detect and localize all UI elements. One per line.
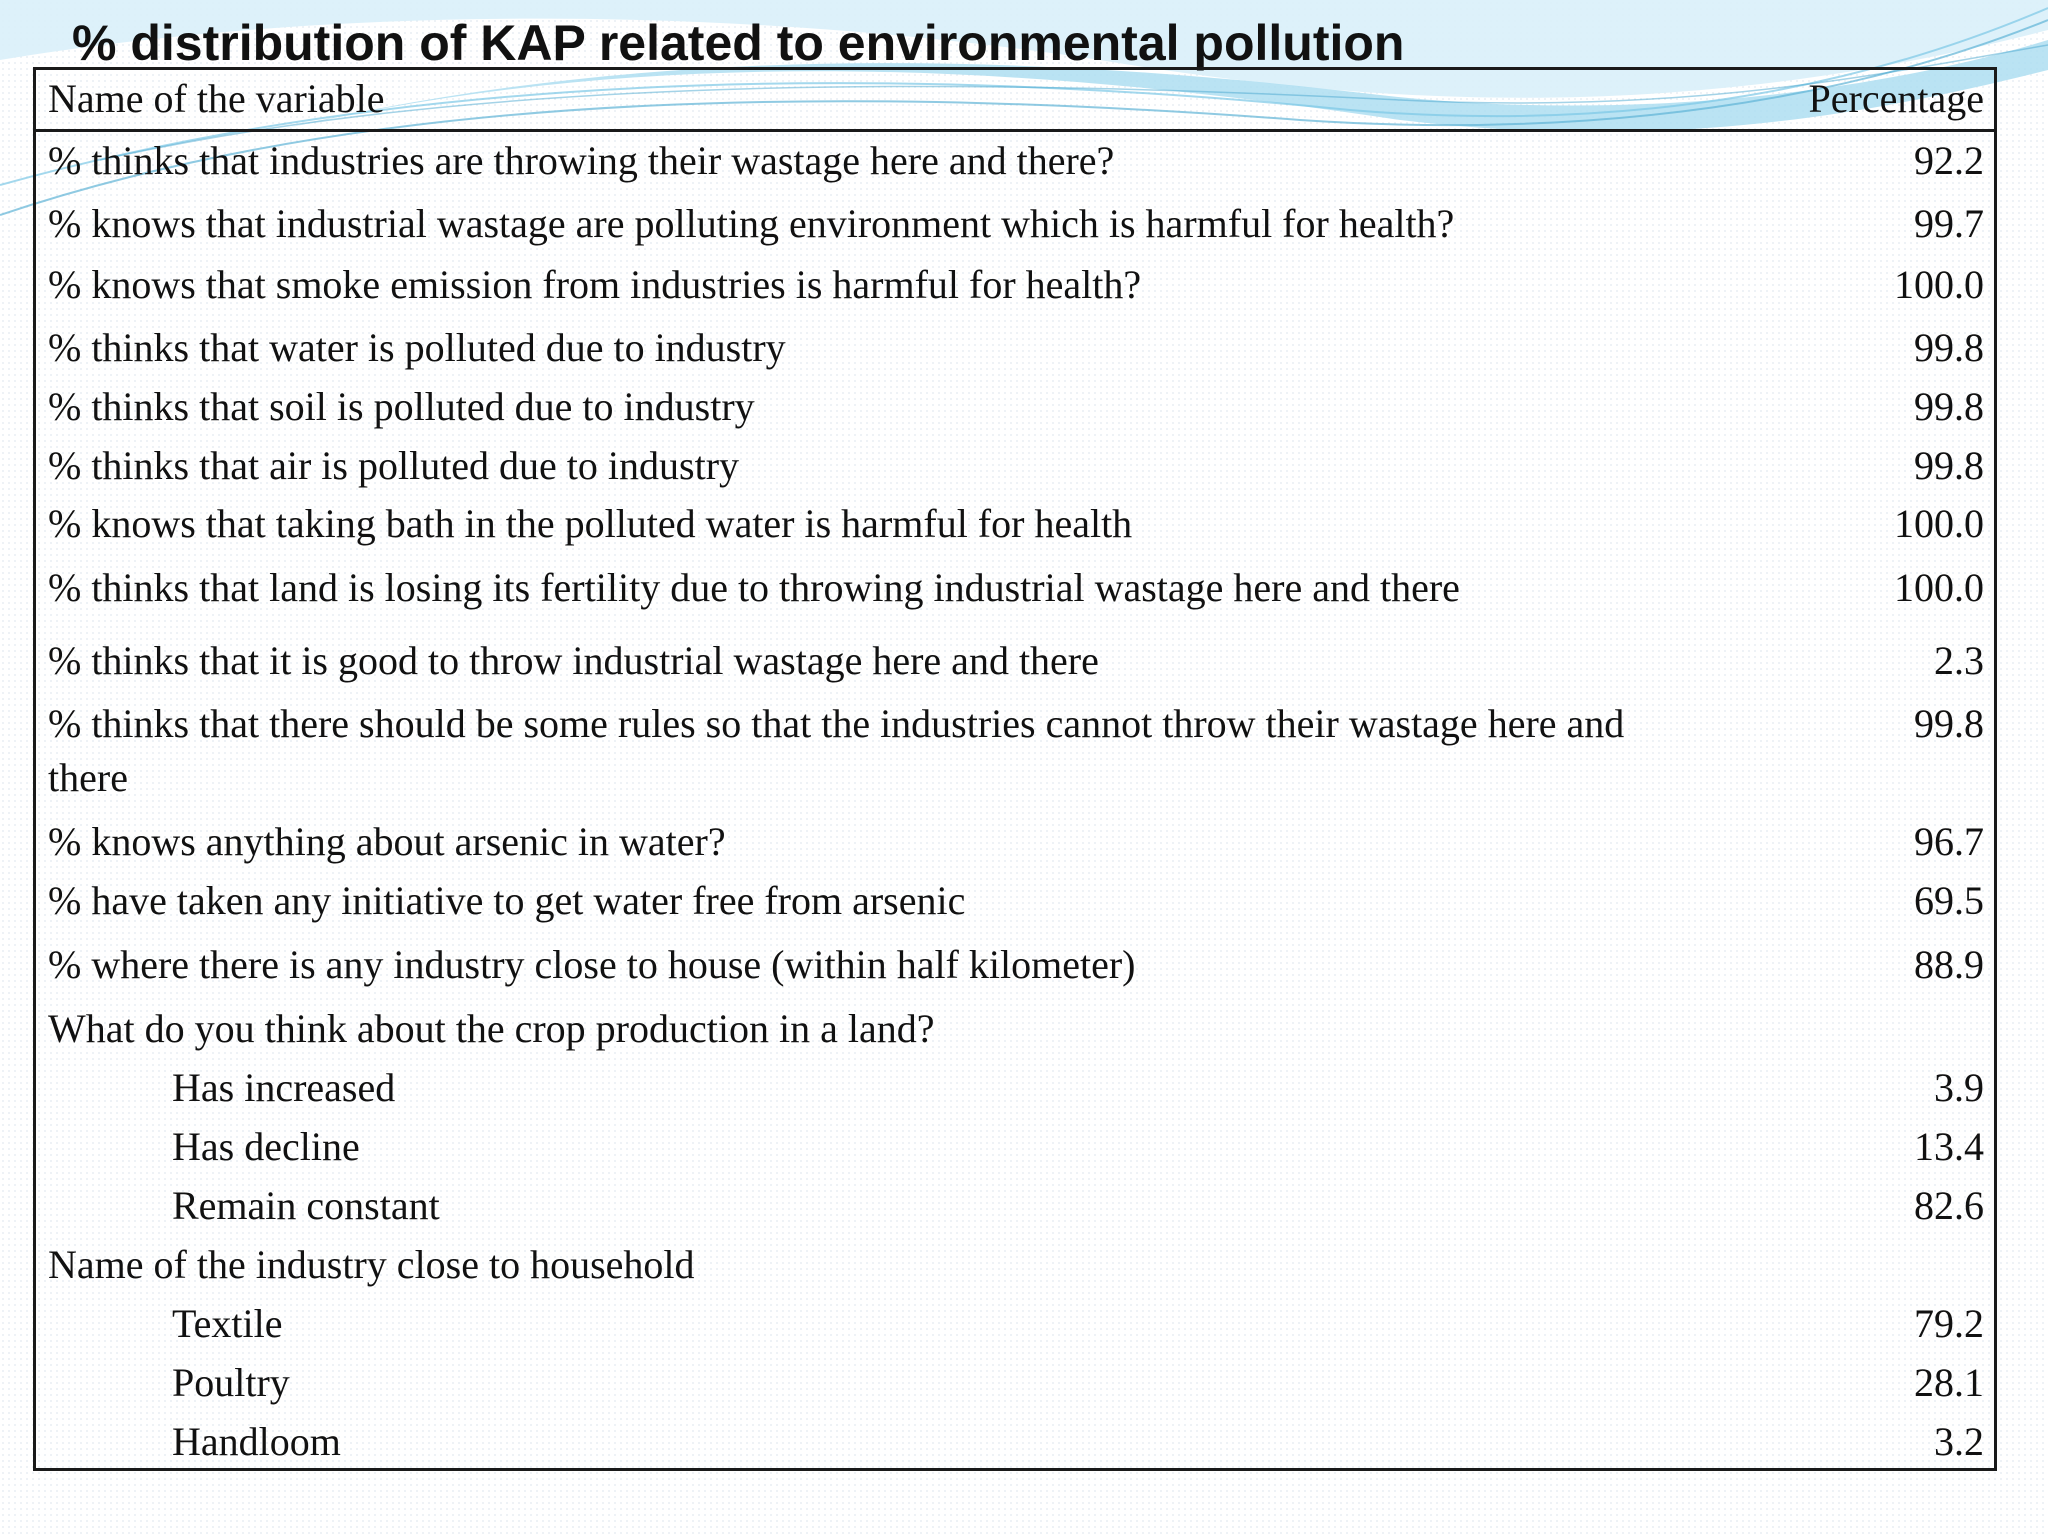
row-percentage: 99.8 [1914,384,1984,429]
row-percentage: 99.8 [1914,325,1984,370]
row-percentage: 13.4 [1914,1124,1984,1169]
row-label: % have taken any initiative to get water free from arsenic [48,878,966,923]
kap-table [33,67,1997,1471]
row-label: Has decline [172,1124,360,1169]
slide-title: % distribution of KAP related to environmental pollution [72,15,1405,71]
row-label: % thinks that land is losing its fertility due to throwing industrial wastage here and there [48,565,1460,610]
row-percentage: 28.1 [1914,1360,1984,1405]
row-percentage: 79.2 [1914,1301,1984,1346]
row-label: % thinks that air is polluted due to industry [48,443,740,488]
row-percentage: 3.2 [1934,1419,1984,1464]
row-label: % thinks that water is polluted due to industry [48,325,786,370]
row-percentage: 96.7 [1914,819,1984,864]
row-label: % thinks that industries are throwing their wastage here and there? [48,138,1115,183]
header-variable-label: Name of the variable [48,76,385,121]
row-label: Name of the industry close to household [48,1242,695,1287]
row-percentage: 99.7 [1914,201,1984,246]
row-percentage: 82.6 [1914,1183,1984,1228]
row-label: Textile [172,1301,283,1346]
table-header [36,70,1994,132]
row-label: % knows that industrial wastage are polluting environment which is harmful for health? [48,201,1455,246]
row-percentage: 88.9 [1914,942,1984,987]
row-percentage: 99.8 [1914,443,1984,488]
header-percentage-label: Percentage [1808,76,1984,121]
row-label: Poultry [172,1360,290,1405]
row-percentage: 69.5 [1914,878,1984,923]
row-label: % knows that taking bath in the polluted water is harmful for health [48,501,1133,546]
row-label: % where there is any industry close to house (within half kilometer) [48,942,1136,987]
row-percentage: 100.0 [1894,565,1984,610]
row-percentage: 3.9 [1934,1065,1984,1110]
row-label: % thinks that there should be some rules so that the industries cannot throw their wastage here and there [48,701,1625,800]
row-label: % knows anything about arsenic in water? [48,819,726,864]
row-percentage: 100.0 [1894,262,1984,307]
row-percentage: 99.8 [1914,701,1984,746]
row-percentage: 2.3 [1934,638,1984,683]
row-label: Remain constant [172,1183,440,1228]
row-percentage: 92.2 [1914,138,1984,183]
row-label: What do you think about the crop production in a land? [48,1006,935,1051]
row-percentage: 100.0 [1894,501,1984,546]
row-label: % thinks that soil is polluted due to industry [48,384,755,429]
row-label: % thinks that it is good to throw industrial wastage here and there [48,638,1099,683]
row-label: Has increased [172,1065,396,1110]
row-label: Handloom [172,1419,341,1464]
row-label: % knows that smoke emission from industries is harmful for health? [48,262,1142,307]
